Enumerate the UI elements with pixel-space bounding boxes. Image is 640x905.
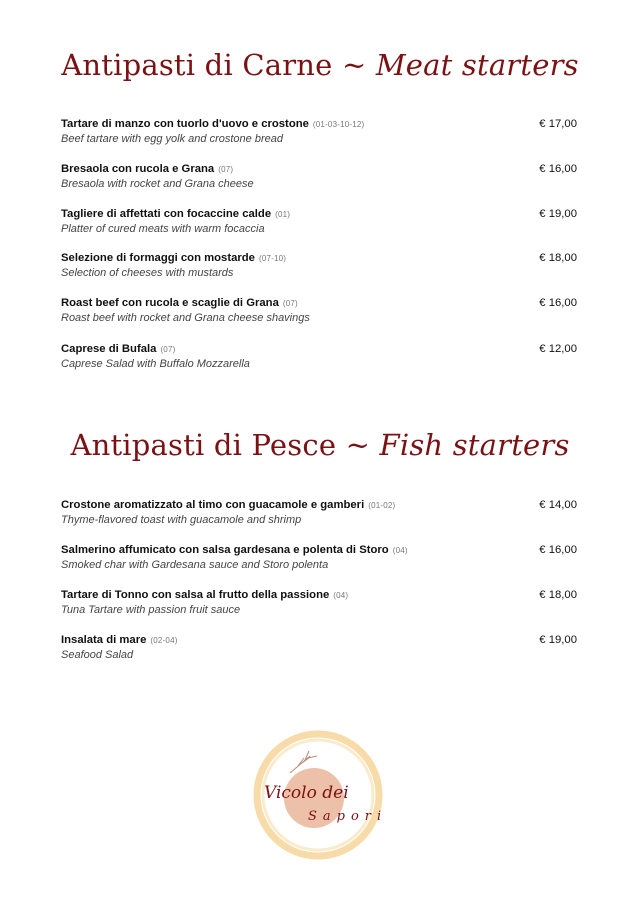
item-allergens: (01) [275, 210, 291, 219]
item-description: Beef tartare with egg yolk and crostone bread [61, 133, 283, 145]
menu-item [61, 588, 581, 617]
item-name: Caprese di Bufala [61, 343, 157, 355]
item-allergens: (01-02) [368, 501, 396, 510]
item-price: € 17,00 [539, 118, 577, 130]
menu-item [61, 543, 581, 572]
logo-graphic-icon [250, 728, 390, 888]
item-allergens: (07) [282, 299, 298, 308]
item-description: Smoked char with Gardesana sauce and Storo polenta [61, 559, 329, 571]
item-description: Tuna Tartare with passion fruit sauce [61, 604, 241, 616]
item-name: Tartare di manzo con tuorlo d'uovo e crostone [61, 118, 309, 130]
menu-item [61, 251, 581, 280]
item-price: € 18,00 [539, 252, 577, 264]
item-price: € 16,00 [539, 163, 577, 175]
section-title-italian: Antipasti di Pesce ~ [70, 428, 380, 462]
section-title-english: Meat starters [375, 48, 579, 82]
item-price: € 16,00 [539, 544, 577, 556]
item-name: Tagliere di affettati con focaccine calde [61, 208, 272, 220]
item-description: Platter of cured meats with warm focaccia [61, 223, 265, 235]
section-title-fish [0, 428, 640, 462]
item-name: Tartare di Tonno con salsa al frutto della passione [61, 589, 330, 601]
menu-item [61, 117, 581, 146]
item-allergens: (07) [218, 165, 234, 174]
item-allergens: (07-10) [258, 254, 287, 263]
menu-item [61, 162, 581, 191]
item-allergens: (07) [160, 345, 176, 354]
item-allergens: (01-03-10-12) [312, 120, 365, 129]
item-name: Selezione di formaggi con mostarde [61, 252, 255, 264]
item-allergens: (02-04) [150, 636, 178, 645]
item-description: Roast beef with rocket and Grana cheese shavings [61, 312, 310, 324]
item-name: Bresaola con rucola e Grana [61, 163, 215, 175]
svg-text:Sapori: Sapori [308, 809, 388, 824]
item-price: € 14,00 [539, 499, 577, 511]
item-price: € 16,00 [539, 297, 577, 309]
item-price: € 19,00 [539, 634, 577, 646]
item-description: Seafood Salad [61, 649, 134, 661]
item-price: € 18,00 [539, 589, 577, 601]
item-name: Roast beef con rucola e scaglie di Grana [61, 297, 279, 309]
item-name: Salmerino affumicato con salsa gardesana e polenta di Storo [61, 544, 389, 556]
item-price: € 12,00 [539, 343, 577, 355]
menu-item [61, 296, 581, 325]
restaurant-logo [250, 728, 390, 888]
item-description: Thyme-flavored toast with guacamole and shrimp [61, 514, 302, 526]
item-description: Caprese Salad with Buffalo Mozzarella [61, 358, 250, 370]
item-allergens: (04) [333, 591, 349, 600]
item-price: € 19,00 [539, 208, 577, 220]
item-allergens: (04) [392, 546, 408, 555]
item-name: Crostone aromatizzato al timo con guacamole e gamberi [61, 499, 365, 511]
menu-item [61, 498, 581, 527]
section-title-meat [0, 48, 640, 82]
item-description: Selection of cheeses with mustards [61, 267, 234, 279]
item-name: Insalata di mare [61, 634, 147, 646]
menu-item [61, 342, 581, 371]
menu-item [61, 207, 581, 236]
section-title-english: Fish starters [379, 428, 570, 462]
svg-text:Vicolo dei: Vicolo dei [264, 783, 349, 803]
item-description: Bresaola with rocket and Grana cheese [61, 178, 254, 190]
menu-item [61, 633, 581, 662]
section-title-italian: Antipasti di Carne ~ [61, 48, 376, 82]
